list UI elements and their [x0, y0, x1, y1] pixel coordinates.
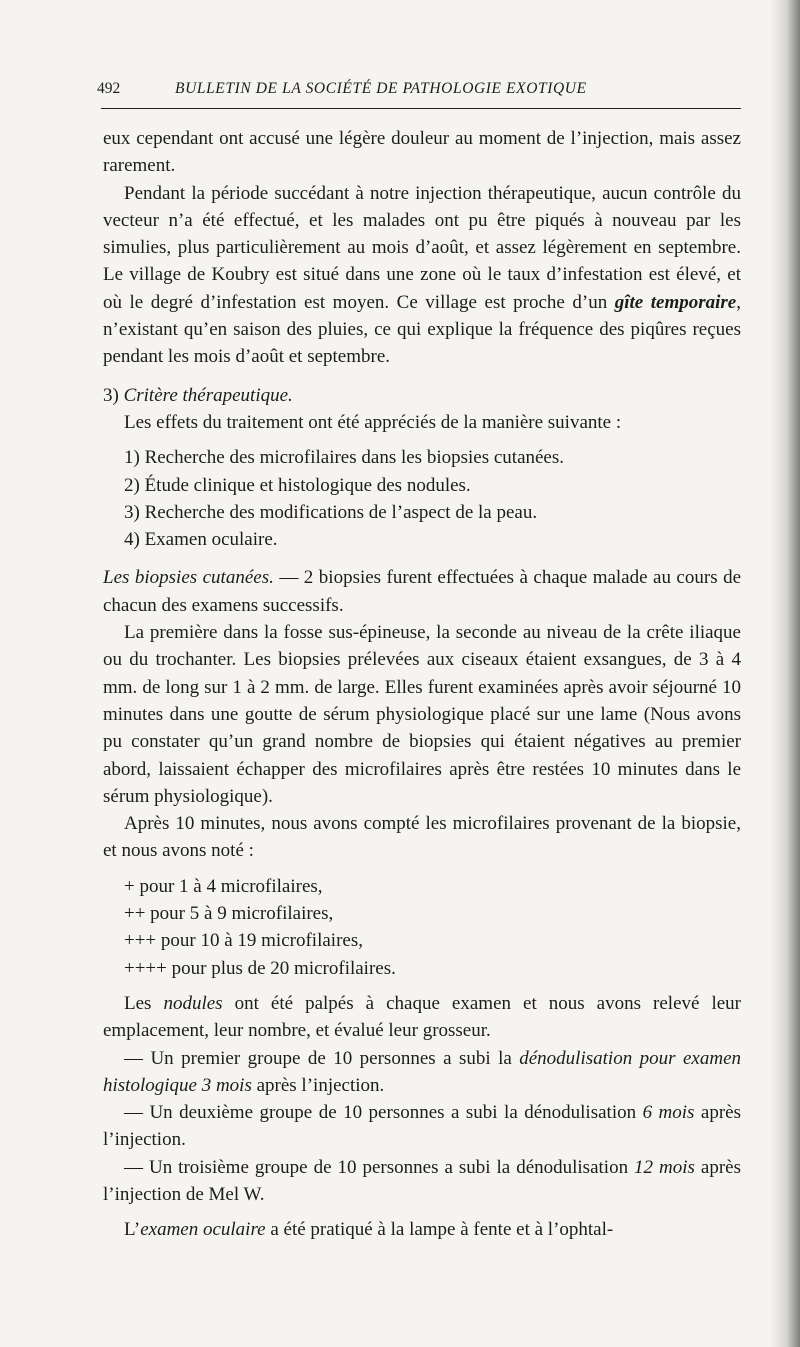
group-2-text-end: après l’injection.: [103, 1102, 741, 1151]
group-1-emphasis: dénodulisation pour examen histologique 3 mois: [103, 1047, 741, 1096]
paragraph-group-3: [103, 1154, 741, 1209]
paragraph-group-1: [103, 1045, 741, 1100]
section-3-title: Critère thérapeutique.: [123, 384, 293, 406]
document-page: [97, 80, 742, 1241]
nodules-emphasis: nodules: [163, 992, 223, 1014]
paragraph-2-text-end: , n’existant qu’en saison des pluies, ce qui explique la fréquence des piqûres reçues pendant les mois d’août et septembre.: [103, 291, 741, 368]
paragraph-5: La première dans la fosse sus-épineuse, la seconde au niveau de la crête iliaque ou du trochanter. Les biopsies prélevées aux ciseaux étaient exsangues, de 3 à 4 mm. de long sur 1 à 2 mm. de large. Elles furent examinées après avoir séjourné 10 minutes dans une goutte de sérum physiologique placé sur une lame (Nous avons pu constater qu’un grand nombre de biopsies qui étaient négatives au premier abord, laissaient échapper des microfilaires après être restées 10 minutes dans le sérum physiologique).: [103, 622, 741, 807]
biopsies-text: — 2 biopsies furent effectuées à chaque malade au cours de chacun des examens successifs.: [103, 567, 741, 616]
group-3-text-end: après l’injection de Mel W.: [103, 1156, 741, 1205]
list-item: 1) Recherche des microfilaires dans les biopsies cutanées.: [124, 447, 565, 469]
paragraph-3: Les effets du traitement ont été appréciés de la manière suivante :: [124, 411, 622, 433]
group-1-text: — Un premier groupe de 10 personnes a subi la: [124, 1047, 520, 1069]
group-2-emphasis: 6 mois: [642, 1102, 695, 1124]
journal-title: BULLETIN DE LA SOCIÉTÉ DE PATHOLOGIE EXOTIQUE: [175, 80, 587, 97]
plus-scale-item: +++ pour 10 à 19 microfilaires,: [124, 930, 363, 952]
list-item: 4) Examen oculaire.: [124, 529, 278, 551]
group-1-text-end: après l’injection.: [251, 1074, 385, 1096]
section-3-number: 3): [103, 384, 124, 406]
paragraph-group-2: [103, 1099, 741, 1154]
plus-scale-item: ++++ pour plus de 20 microfilaires.: [124, 957, 396, 979]
paragraph-2: [103, 180, 741, 371]
paragraph-ocular: [103, 1216, 741, 1243]
section-3-heading: [103, 382, 741, 409]
paragraph-biopsies: [103, 564, 741, 619]
nodules-text-start: Les: [124, 992, 164, 1014]
ocular-emphasis: examen oculaire: [140, 1219, 266, 1241]
ocular-text-end: a été pratiqué à la lampe à fente et à l’ophtal-: [265, 1219, 614, 1241]
list-item: 2) Étude clinique et histologique des nodules.: [124, 474, 471, 496]
nodules-text-end: ont été palpés à chaque examen et nous avons relevé leur emplacement, leur nombre, et évalué leur grosseur.: [103, 992, 742, 1042]
paragraph-nodules: [103, 990, 741, 1045]
biopsies-heading: Les biopsies cutanées.: [103, 567, 274, 589]
paragraph-2-emphasis: gîte temporaire: [614, 291, 737, 313]
ocular-text-start: L’: [124, 1219, 141, 1241]
group-3-text: — Un troisième groupe de 10 personnes a subi la dénodulisation: [124, 1156, 635, 1178]
header-rule: [101, 108, 741, 109]
page-number: 492: [97, 80, 121, 97]
running-header: [97, 80, 741, 108]
plus-scale-item: ++ pour 5 à 9 microfilaires,: [124, 903, 334, 925]
paragraph-2-text: Pendant la période succédant à notre injection thérapeutique, aucun contrôle du vecteur n’a été effectué, et les malades ont pu être piqués à nouveau par les simulies, plus particulièrement au mois d’août, et assez légèrement en septembre. Le village de Koubry est situé dans une zone où le taux d’infestation est élevé, et où le degré d’infestation est moyen. Ce village est proche d’un: [103, 182, 741, 313]
body-text: [103, 125, 741, 1244]
page-edge-shadow: [770, 0, 800, 1347]
group-2-text: — Un deuxième groupe de 10 personnes a subi la dénodulisation: [124, 1102, 643, 1124]
paragraph-1: eux cependant ont accusé une légère douleur au moment de l’injection, mais assez rarement.: [103, 128, 741, 177]
group-3-emphasis: 12 mois: [634, 1156, 695, 1178]
paragraph-6: Après 10 minutes, nous avons compté les microfilaires provenant de la biopsie, et nous avons noté :: [103, 813, 741, 862]
list-item: 3) Recherche des modifications de l’aspect de la peau.: [124, 501, 538, 523]
plus-scale-item: + pour 1 à 4 microfilaires,: [124, 875, 323, 897]
